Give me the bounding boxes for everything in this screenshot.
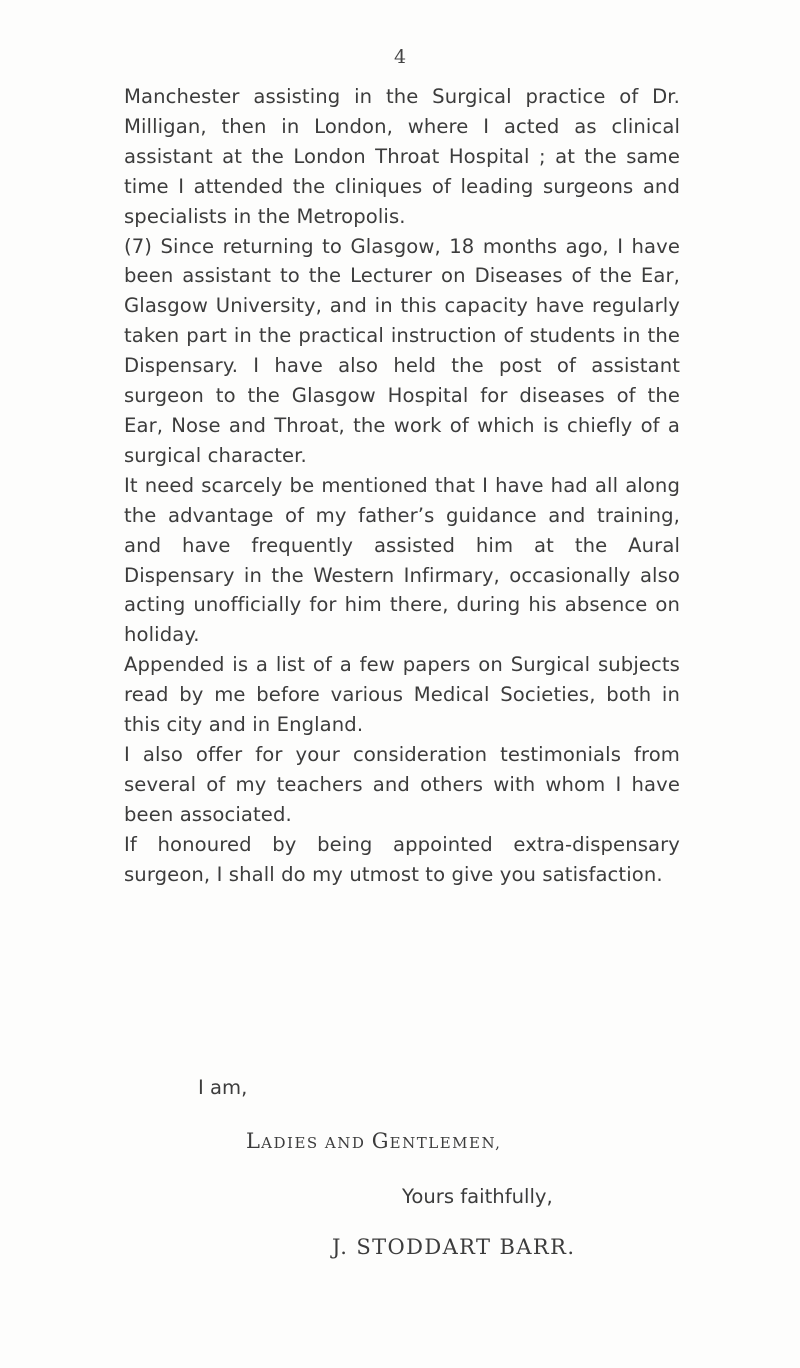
closing-i-am: I am, xyxy=(198,1076,248,1099)
paragraph-1: Manchester assisting in the Surgical practice of Dr. Milligan, then in London, where I acted as clinical assistant at the London Throat Hospital ; at the same time I attended the cliniques of leading surgeons and specialists in the Metropolis. xyxy=(124,85,680,228)
paragraph-4: Appended is a list of a few papers on Surgical subjects read by me before various Medical Societies, both in this city and in England. xyxy=(124,653,680,737)
closing-salutation xyxy=(246,1129,501,1153)
salutation-small-caps-1: ADIES AND xyxy=(261,1134,372,1152)
salutation-initial-g: G xyxy=(371,1129,390,1153)
page-number: 4 xyxy=(393,46,407,68)
signature: J. STODDART BARR. xyxy=(332,1235,576,1259)
paragraph-5: I also offer for your consideration testimonials from several of my teachers and others with whom I have been associated. xyxy=(124,742,680,826)
letter-body xyxy=(124,82,680,889)
paragraph-3: It need scarcely be mentioned that I have had all along the advantage of my father’s guidance and training, and have frequently assisted him at the Aural Dispensary in the Western Infirmary, occasionally also acting unofficially for him there, during his absence on holiday. xyxy=(124,473,680,647)
paragraph-2: (7) Since returning to Glasgow, 18 months ago, I have been assistant to the Lecturer on Diseases of the Ear, Glasgow University, and in this capacity have regularly taken part in the practical instruction of students in the Dispensary. I have also held the post of assistant surgeon to the Glasgow Hospital for diseases of the Ear, Nose and Throat, the work of which is chiefly of a surgical character. xyxy=(124,234,680,467)
salutation-small-caps-2: ENTLEMEN, xyxy=(389,1134,502,1152)
closing-yours-faithfully: Yours faithfully, xyxy=(402,1185,553,1208)
paragraph-6: If honoured by being appointed extra-dispensary surgeon, I shall do my utmost to give you satisfaction. xyxy=(124,832,680,886)
salutation-initial-l: L xyxy=(246,1129,262,1153)
